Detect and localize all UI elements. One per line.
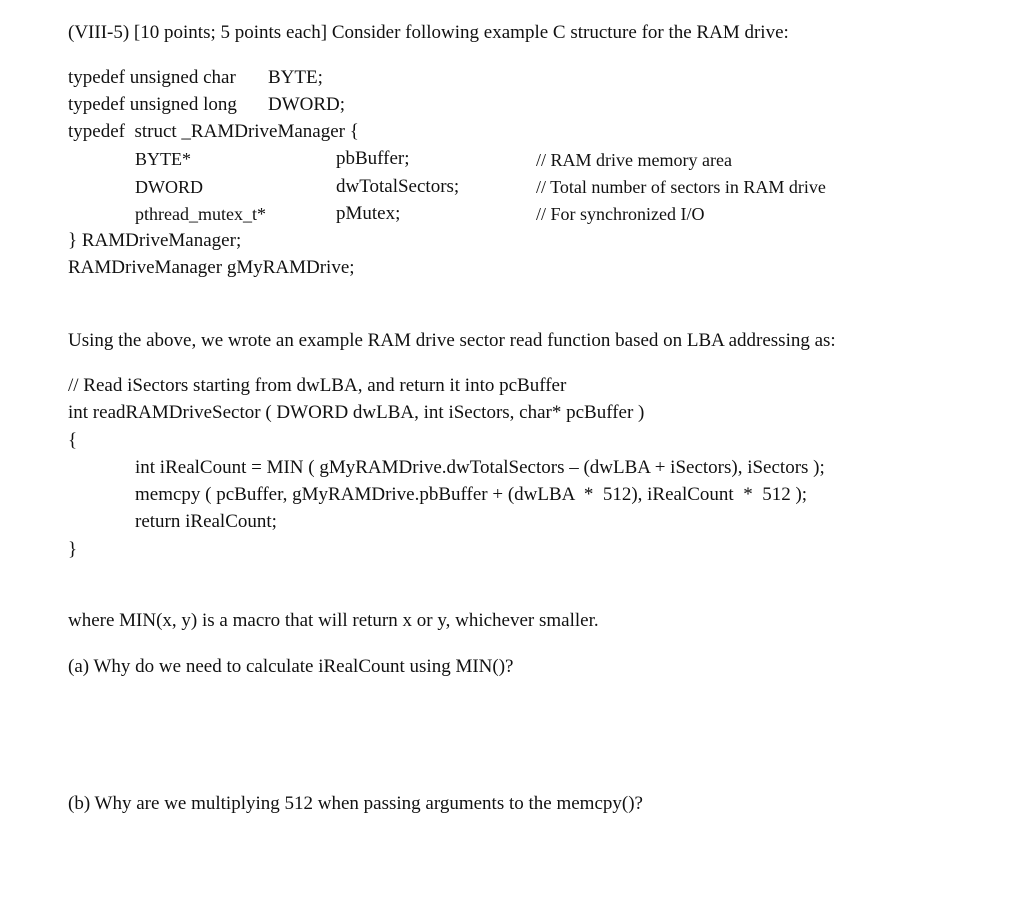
- global-declaration: RAMDriveManager gMyRAMDrive;: [68, 257, 355, 278]
- function-comment: // Read iSectors starting from dwLBA, and return it into pcBuffer: [68, 375, 567, 396]
- function-signature: int readRAMDriveSector ( DWORD dwLBA, int iSectors, char* pcBuffer ): [68, 402, 645, 423]
- question-header: (VIII-5) [10 points; 5 points each] Consider following example C structure for the RAM drive:: [68, 22, 789, 43]
- typedef-dword-type: typedef unsigned long: [68, 94, 237, 115]
- struct-field-type: pthread_mutex_t*: [135, 204, 266, 224]
- struct-open: typedef struct _RAMDriveManager {: [68, 121, 359, 142]
- struct-field-name: pMutex;: [336, 203, 401, 224]
- typedef-dword-name: DWORD;: [268, 94, 346, 115]
- struct-field-comment: // Total number of sectors in RAM drive: [536, 177, 826, 197]
- function-body-line: memcpy ( pcBuffer, gMyRAMDrive.pbBuffer + (dwLBA * 512), iRealCount * 512 );: [135, 484, 808, 505]
- function-open-brace: {: [68, 430, 78, 451]
- typedef-byte-name: BYTE;: [268, 67, 323, 88]
- intro-paragraph: Using the above, we wrote an example RAM drive sector read function based on LBA addressing as:: [68, 330, 836, 351]
- struct-field-comment: // RAM drive memory area: [536, 150, 732, 170]
- function-close-brace: }: [68, 539, 78, 560]
- struct-field-name: dwTotalSectors;: [336, 176, 460, 197]
- struct-field-comment: // For synchronized I/O: [536, 204, 705, 224]
- typedef-byte-type: typedef unsigned char: [68, 67, 236, 88]
- function-body-line: int iRealCount = MIN ( gMyRAMDrive.dwTotalSectors – (dwLBA + iSectors), iSectors );: [135, 457, 825, 478]
- subquestion-b: (b) Why are we multiplying 512 when passing arguments to the memcpy()?: [68, 793, 643, 814]
- struct-close: } RAMDriveManager;: [68, 230, 242, 251]
- struct-field-type: BYTE*: [135, 149, 191, 169]
- struct-field-type: DWORD: [135, 177, 203, 197]
- min-macro-note: where MIN(x, y) is a macro that will return x or y, whichever smaller.: [68, 610, 599, 631]
- subquestion-a: (a) Why do we need to calculate iRealCount using MIN()?: [68, 656, 514, 677]
- struct-field-name: pbBuffer;: [336, 148, 410, 169]
- function-body-line: return iRealCount;: [135, 511, 277, 532]
